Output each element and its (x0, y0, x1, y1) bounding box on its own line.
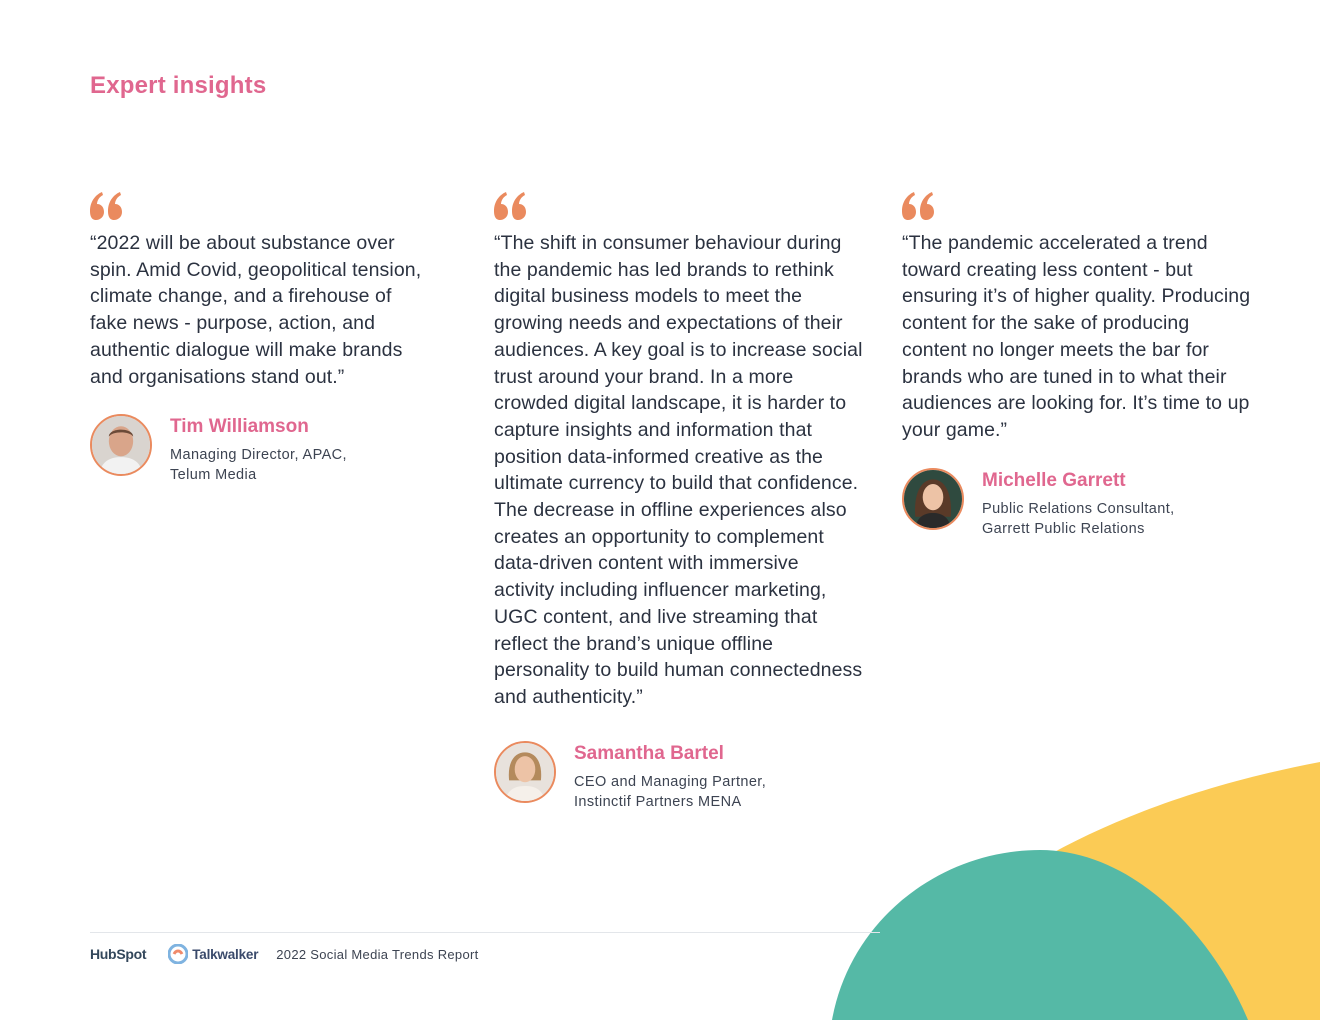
yellow-shape (1040, 762, 1320, 1020)
quote-text: “2022 will be about substance over spin. Amid Covid, geopolitical tension, climate change, and a firehouse of fake news - purpose, action, and authentic dialogue will make brands and organisations stand out.” (90, 232, 422, 388)
quote-text: “The pandemic accelerated a trend toward creating less content - but ensuring it’s of higher quality. Producing content for the sake of producing content no longer meets the bar for brands who are tuned in to what their audiences are looking for. It’s time to up your game.” (902, 232, 1251, 441)
author-name: Tim Williamson (170, 416, 309, 438)
author-role: Managing Director, APAC, (170, 447, 347, 464)
avatar (494, 741, 556, 803)
quote-icon (90, 192, 122, 220)
author-role: Public Relations Consultant, (982, 500, 1175, 517)
page-title: Expert insights (90, 72, 267, 99)
author-role: CEO and Managing Partner, (574, 773, 767, 790)
author-organization: Garrett Public Relations (982, 520, 1145, 537)
hubspot-logo: HubSpot (90, 946, 147, 962)
author-name: Michelle Garrett (982, 469, 1126, 491)
quote-card (90, 192, 430, 485)
footer-divider (90, 932, 880, 933)
footer (90, 944, 479, 964)
quote-icon (902, 192, 934, 220)
quote-text: “The shift in consumer behaviour during the pandemic has led brands to rethink digital business models to meet the growing needs and expectations of their audiences. A key goal is to increase social trust around your brand. In a more crowded digital landscape, it is harder to capture insights and information that position data-informed creative as the ultimate currency to build that confidence. The decrease in offline experiences also creates an opportunity to complement data-driven content with immersive activity including influencer marketing, UGC content, and live streaming that reflect the brand’s unique offline personality to build human connectedness and authenticity.” (494, 232, 863, 708)
author-name: Samantha Bartel (574, 742, 724, 764)
report-title: 2022 Social Media Trends Report (276, 946, 479, 962)
quote-card (494, 192, 864, 812)
author-organization: Instinctif Partners MENA (574, 793, 742, 810)
quote-icon (494, 192, 526, 220)
author (90, 414, 430, 485)
author (494, 741, 864, 812)
avatar (90, 414, 152, 476)
author (902, 468, 1252, 539)
talkwalker-icon (168, 944, 188, 964)
teal-shape (832, 850, 1248, 1020)
author-organization: Telum Media (170, 467, 257, 484)
quote-card (902, 192, 1252, 539)
talkwalker-logo: Talkwalker (168, 944, 258, 964)
avatar (902, 468, 964, 530)
